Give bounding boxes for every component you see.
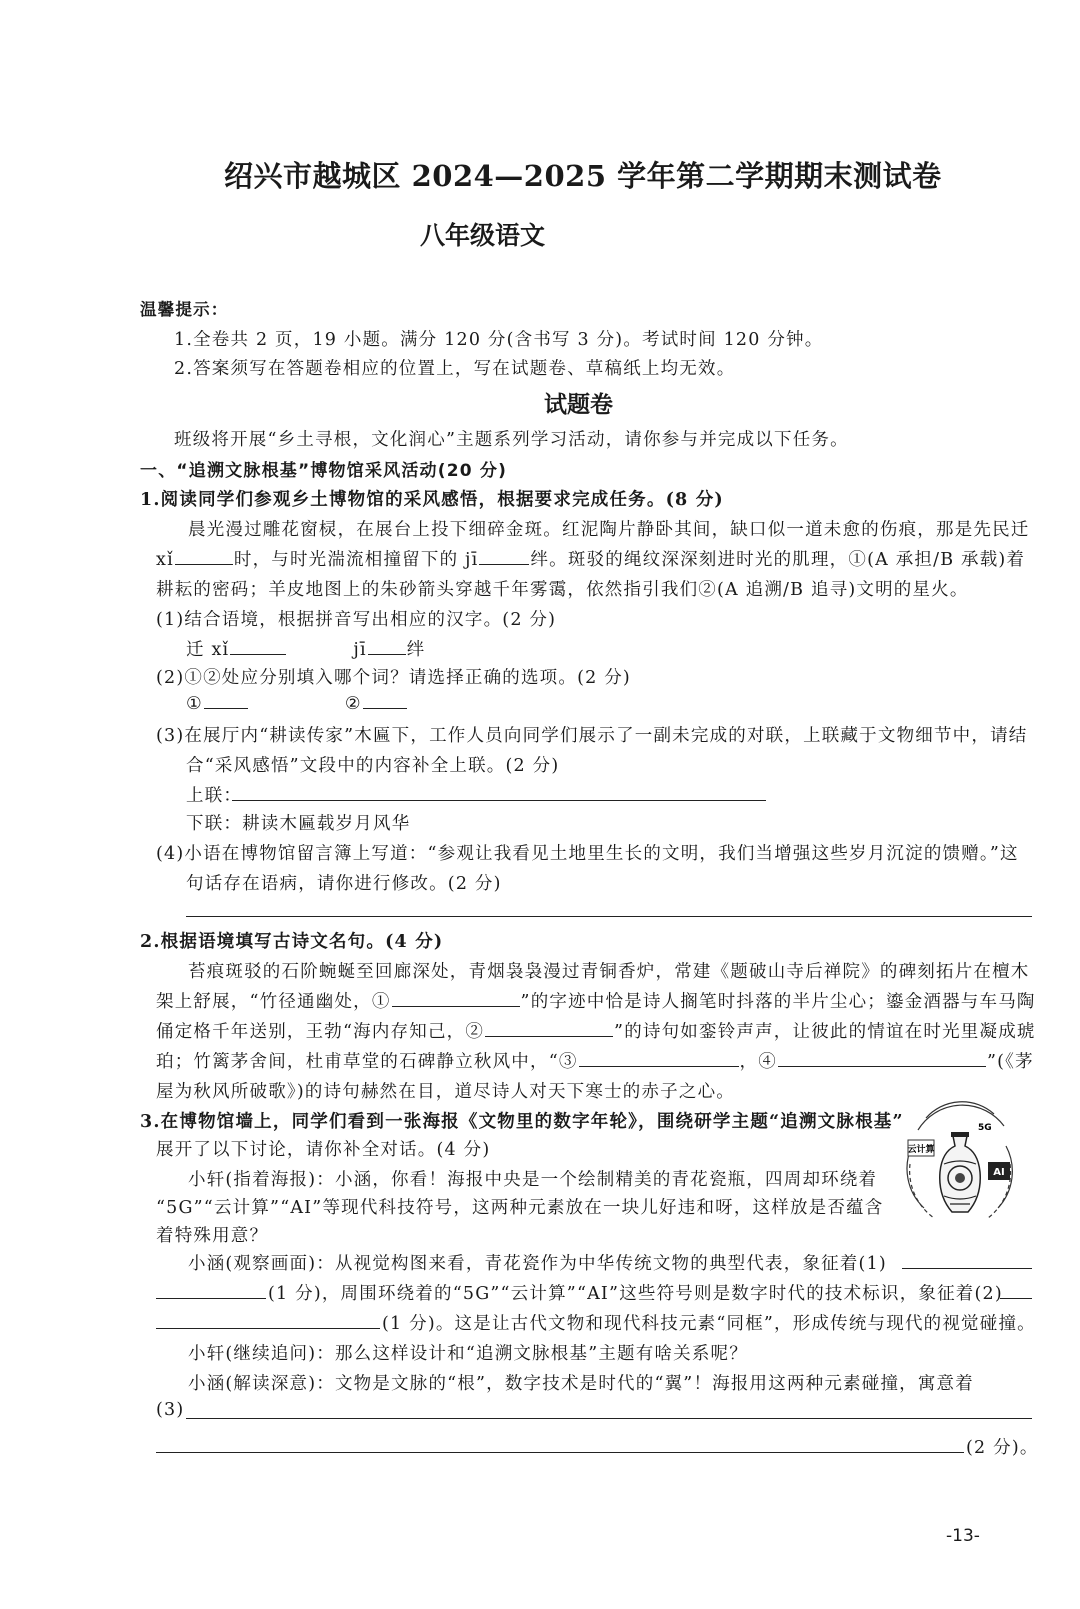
q2-stem-text: 2.根据语境填写古诗文名句。(4 分) <box>140 932 444 952</box>
q3-answer-3-field-b[interactable] <box>156 1452 964 1453</box>
q1-stem-text: 1.阅读同学们参观乡土博物馆的采风感悟，根据要求完成任务。(8 分) <box>140 490 724 510</box>
q2-stem <box>140 928 443 953</box>
q2-blank-4[interactable] <box>778 1050 986 1067</box>
q1-sub3-line2: 合“采风感悟”文段中的内容补全上联。(2 分) <box>186 756 560 776</box>
q1-stem <box>140 486 724 511</box>
q3-stem-line1 <box>140 1108 904 1133</box>
q3-answer-2-field-b[interactable] <box>156 1328 380 1329</box>
q1-upper-couplet-field[interactable] <box>232 800 766 801</box>
q3-dialog-1-line1: 小轩(指着海报)：小涵，你看！海报中央是一个绘制精美的青花瓷瓶，四周却环绕着 <box>188 1170 878 1190</box>
q1-sub2-answer <box>186 692 408 714</box>
q1-sub2-label-2: ② <box>344 694 362 714</box>
q2-line4-start: 珀；竹篱茅舍间，杜甫草堂的石碑静立秋风中，“③ <box>156 1052 578 1072</box>
q1-passage-line2-mid: 时，与时光湍流相撞留下的 jī <box>233 550 479 570</box>
q1-sub2-label-1: ① <box>186 694 203 714</box>
part-one-heading: 一、“追溯文脉根基”博物馆采风活动(20 分) <box>140 461 508 481</box>
q3-answer-3-score: (2 分)。 <box>966 1438 1039 1458</box>
q3-answer-3-field-a[interactable] <box>186 1418 1032 1419</box>
q1-sub3-line1: (3)在展厅内“耕读传家”木匾下，工作人员向同学们展示了一副未完成的对联，上联藏于文物细节中，请结 <box>156 726 1028 746</box>
q1-sub4-line1: (4)小语在博物馆留言簿上写道：“参观让我看见土地里生长的文明，我们当增强这些岁月沉淀的馈赠。”这 <box>156 844 1019 864</box>
q1-blank-xi[interactable] <box>175 548 233 565</box>
q1-sub1-ban: 绊 <box>406 640 426 660</box>
q2-line2-start: 架上舒展，“竹径通幽处，① <box>156 992 391 1012</box>
q2-line3-start: 俑定格千年送别，王勃“海内存知己，② <box>156 1022 485 1042</box>
q2-line3-end: ”的诗句如銮铃声声，让彼此的情谊在时光里凝成琥 <box>614 1022 1036 1042</box>
q3-answer-3-label: (3) <box>156 1400 185 1420</box>
exam-subtitle: 八年级语文 <box>420 221 546 250</box>
q1-pinyin-xi: xǐ <box>156 550 174 570</box>
q3-dialog-3: 小轩(继续追问)：那么这样设计和“追溯文脉根基”主题有啥关系呢？ <box>188 1344 748 1364</box>
q1-passage-line2 <box>156 546 1025 571</box>
q1-passage-line1: 晨光漫过雕花窗棂，在展台上投下细碎金斑。红泥陶片静卧其间，缺口似一道未愈的伤痕，那是先民迁 <box>188 520 1030 540</box>
q1-sub1-ji-label: jī <box>353 640 367 660</box>
q1-sub4-line2: 句话存在语病，请你进行修改。(2 分) <box>186 874 502 894</box>
exam-title: 绍兴市越城区 2024—2025 学年第二学期期末测试卷 <box>224 159 942 193</box>
q3-answer-2-field-a[interactable] <box>1000 1298 1032 1299</box>
q3-answer-1-field-b[interactable] <box>156 1298 266 1299</box>
q1-sub1-ji-field[interactable] <box>368 638 406 655</box>
q3-dialog-2-line3: (1 分)。这是让古代文物和现代科技元素“同框”，形成传统与现代的视觉碰撞。 <box>382 1314 1036 1334</box>
q1-passage-line3: 耕耘的密码；羊皮地图上的朱砂箭头穿越千年雾霭，依然指引我们②(A 追溯/B 追寻)文明的星火。 <box>156 580 969 600</box>
q1-sub2: (2)①②处应分别填入哪个词？请选择正确的选项。(2 分) <box>156 668 631 688</box>
poster-image <box>906 1100 1014 1226</box>
q1-sub2-field-2[interactable] <box>363 692 407 709</box>
tip-item-1: 1.全卷共 2 页，19 小题。满分 120 分(含书写 3 分)。考试时间 120 分钟。 <box>174 330 824 350</box>
q3-dialog-1-line3: 着特殊用意？ <box>156 1226 269 1246</box>
poster-5g-label: 5G <box>978 1123 992 1133</box>
q2-line4-end: ”(《茅 <box>986 1052 1034 1072</box>
q1-sub1: (1)结合语境，根据拼音写出相应的汉字。(2 分) <box>156 610 557 630</box>
q2-line1: 苔痕斑驳的石阶蜿蜒至回廊深处，青烟袅袅漫过青铜香炉，常建《题破山寺后禅院》的碑刻拓片在檀木 <box>188 962 1030 982</box>
q1-upper-couplet-label: 上联： <box>186 786 243 806</box>
q3-dialog-2-line2: (1 分)，周围环绕着的“5G”“云计算”“AI”这些符号则是数字时代的技术标识，象征着(2) <box>268 1284 1003 1304</box>
poster-ai-label: AI <box>993 1167 1005 1178</box>
q2-blank-2[interactable] <box>485 1020 613 1037</box>
q1-sub1-answer <box>186 636 425 661</box>
q1-sub1-xi-label: 迁 xǐ <box>186 640 230 660</box>
q2-line4-mid: ，④ <box>739 1052 777 1072</box>
q1-blank-ji[interactable] <box>479 548 529 565</box>
section-title: 试题卷 <box>544 391 613 418</box>
q1-sub2-field-1[interactable] <box>204 692 248 709</box>
page-number: -13- <box>946 1526 980 1546</box>
q1-passage-line2-end: 绊。斑驳的绳纹深深刻进时光的肌理，①(A 承担/B 承载)着 <box>530 550 1026 570</box>
q3-dialog-4-line1: 小涵(解读深意)：文物是文脉的“根”，数字技术是时代的“翼”！海报用这两种元素碰撞，寓意着 <box>188 1374 974 1394</box>
q1-lower-couplet: 下联：耕读木匾载岁月风华 <box>186 814 411 834</box>
q2-line5: 屋为秋风所破歌》)的诗句赫然在目，道尽诗人对天下寒士的赤子之心。 <box>156 1082 735 1102</box>
intro-text: 班级将开展“乡土寻根，文化润心”主题系列学习活动，请你参与并完成以下任务。 <box>174 430 849 450</box>
q3-stem-line2: 展开了以下讨论，请你补全对话。(4 分) <box>156 1140 491 1160</box>
q3-dialog-2-line1: 小涵(观察画面)：从视觉构图来看，青花瓷作为中华传统文物的典型代表，象征着(1) <box>188 1254 887 1274</box>
porcelain-vase-poster-icon <box>906 1100 1014 1226</box>
tips-label: 温馨提示： <box>140 300 229 319</box>
q3-dialog-1-line2: “5G”“云计算”“AI”等现代科技符号，这两种元素放在一块儿好违和呀，这样放是否蕴含 <box>156 1198 884 1218</box>
q2-line4 <box>156 1048 1034 1073</box>
q3-stem-text: 3.在博物馆墙上，同学们看到一张海报《文物里的数字年轮》，围绕研学主题“追溯文脉根基” <box>140 1112 904 1132</box>
poster-cloud-label: 云计算 <box>907 1145 935 1155</box>
tip-item-2: 2.答案须写在答题卷相应的位置上，写在试题卷、草稿纸上均无效。 <box>174 359 736 379</box>
q1-sub1-xi-field[interactable] <box>230 638 286 655</box>
q2-line2-end: ”的字迹中恰是诗人搁笔时抖落的半片尘心；鎏金酒器与车马陶 <box>520 992 1036 1012</box>
q2-line2 <box>156 988 1036 1013</box>
q2-blank-1[interactable] <box>392 990 520 1007</box>
q2-blank-3[interactable] <box>579 1050 739 1067</box>
q1-sub4-answer-field[interactable] <box>186 916 1032 917</box>
q3-answer-1-field-a[interactable] <box>902 1268 1032 1269</box>
q2-line3 <box>156 1018 1036 1043</box>
